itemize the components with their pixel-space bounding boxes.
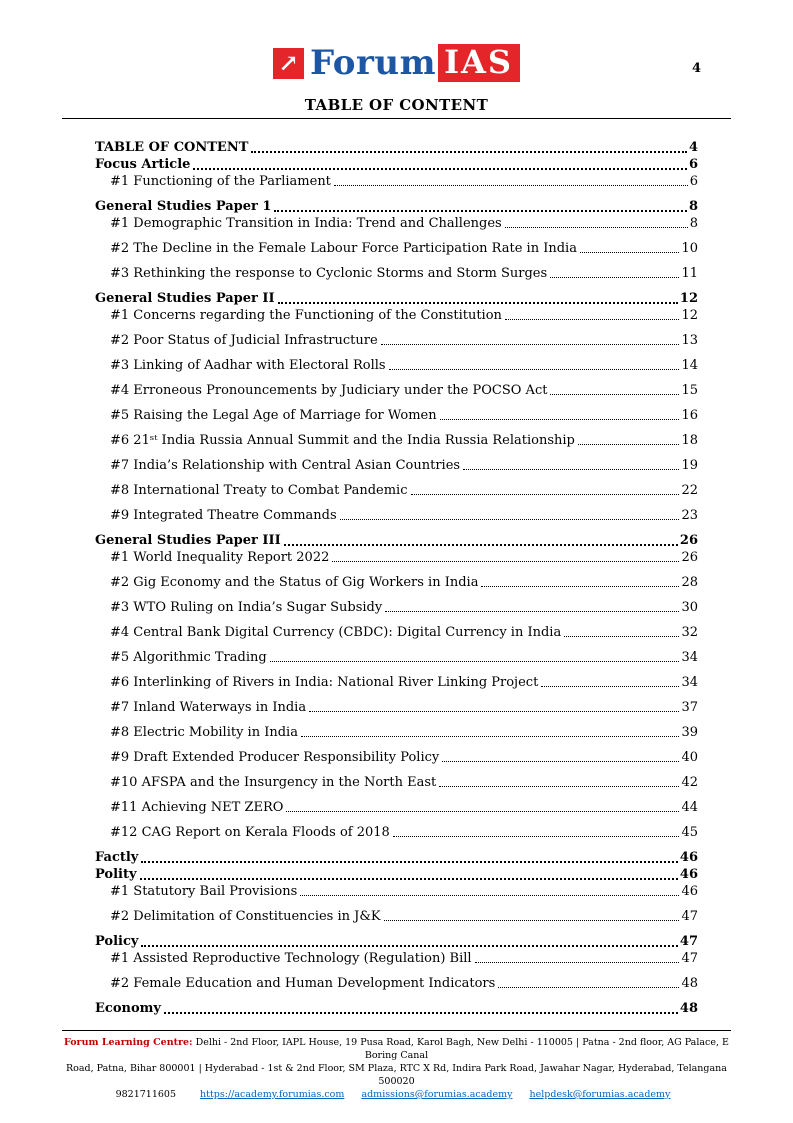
toc-entry <box>95 549 698 566</box>
footer-phone: 9821711605 <box>115 1089 177 1100</box>
toc-entry <box>95 432 698 449</box>
footer-address-text-1: Delhi - 2nd Floor, IAPL House, 19 Pusa Road, Karol Bagh, New Delhi - 110005 | Patna - 2nd floor, AG Palace, E Boring Canal <box>195 1037 729 1061</box>
toc-entry-page: 23 <box>681 508 698 523</box>
dot-leader <box>580 252 680 253</box>
dot-leader <box>381 344 680 345</box>
dot-leader <box>384 920 680 921</box>
page-title: TABLE OF CONTENT <box>304 96 489 114</box>
toc-entry <box>95 624 698 641</box>
footer-link-academy[interactable]: https://academy.forumias.com <box>200 1089 345 1100</box>
toc-entry-page: 13 <box>681 333 698 348</box>
toc-entry-label: #6 21ˢᵗ India Russia Annual Summit and the India Russia Relationship <box>110 433 575 448</box>
toc-entry <box>95 749 698 766</box>
toc-entry <box>95 699 698 716</box>
dot-leader <box>385 611 679 612</box>
footer-centre-label: Forum Learning Centre: <box>64 1037 193 1048</box>
toc-entry-label: #8 Electric Mobility in India <box>110 725 298 740</box>
dot-leader <box>274 210 687 212</box>
toc-entry-page: 12 <box>679 291 698 306</box>
dot-leader <box>463 469 679 470</box>
toc-entry-page: 37 <box>681 700 698 715</box>
toc-entry-label: #1 Functioning of the Parliament <box>110 174 331 189</box>
toc-entry-label: #3 WTO Ruling on India’s Sugar Subsidy <box>110 600 383 615</box>
toc-entry <box>95 883 698 900</box>
toc-entry-page: 30 <box>681 600 698 615</box>
toc-entry <box>95 173 698 190</box>
toc-entry <box>95 407 698 424</box>
forumias-logo <box>0 44 793 82</box>
dot-leader <box>550 394 679 395</box>
toc-entry <box>95 457 698 474</box>
dot-leader <box>334 185 688 186</box>
toc-entry <box>95 332 698 349</box>
toc-entry-label: Economy <box>95 1001 161 1016</box>
toc-entry <box>95 799 698 816</box>
dot-leader <box>505 227 688 228</box>
toc-entry-page: 46 <box>681 884 698 899</box>
toc-entry-page: 39 <box>681 725 698 740</box>
dot-leader <box>164 1012 678 1014</box>
toc-entry-page: 22 <box>681 483 698 498</box>
toc-entry-label: #3 Linking of Aadhar with Electoral Rolls <box>110 358 386 373</box>
toc-entry-label: #1 Statutory Bail Provisions <box>110 884 298 899</box>
toc-entry-label: Factly <box>95 850 139 865</box>
logo-text-ias: IAS <box>438 44 520 82</box>
logo-arrow-icon: ↗ <box>273 48 304 79</box>
toc-entry <box>95 849 698 866</box>
toc-entry-page: 26 <box>679 533 698 548</box>
toc-entry <box>95 156 698 173</box>
toc-entry-label: #2 Poor Status of Judicial Infrastructure <box>110 333 378 348</box>
toc-entry-page: 44 <box>681 800 698 815</box>
toc-entry-label: #1 Demographic Transition in India: Trend and Challenges <box>110 216 502 231</box>
dot-leader <box>140 878 678 880</box>
toc-entry <box>95 824 698 841</box>
toc-entry-page: 47 <box>679 934 698 949</box>
toc-entry-label: TABLE OF CONTENT <box>95 140 249 155</box>
dot-leader <box>475 962 680 963</box>
toc-entry <box>95 198 698 215</box>
dot-leader <box>541 686 679 687</box>
toc-entry-label: General Studies Paper 1 <box>95 199 272 214</box>
toc-entry <box>95 599 698 616</box>
toc-entry-label: #9 Integrated Theatre Commands <box>110 508 337 523</box>
toc-entry-page: 18 <box>681 433 698 448</box>
toc-entry <box>95 265 698 282</box>
toc-entry <box>95 215 698 232</box>
toc-entry-label: #11 Achieving NET ZERO <box>110 800 284 815</box>
dot-leader <box>411 494 680 495</box>
dot-leader <box>440 419 680 420</box>
dot-leader <box>564 636 679 637</box>
toc-entry-label: General Studies Paper II <box>95 291 275 306</box>
toc-entry-page: 47 <box>681 909 698 924</box>
toc-entry <box>95 532 698 549</box>
toc-entry-page: 40 <box>681 750 698 765</box>
dot-leader <box>141 861 678 863</box>
toc-entry-page: 4 <box>688 140 698 155</box>
dot-leader <box>498 987 679 988</box>
toc-entry-label: #2 The Decline in the Female Labour Force Participation Rate in India <box>110 241 577 256</box>
dot-leader <box>270 661 680 662</box>
toc-entry-page: 45 <box>681 825 698 840</box>
toc-entry-label: #6 Interlinking of Rivers in India: National River Linking Project <box>110 675 539 690</box>
toc-entry-label: #12 CAG Report on Kerala Floods of 2018 <box>110 825 390 840</box>
toc-entry-label: #7 Inland Waterways in India <box>110 700 307 715</box>
toc-entry-label: Policy <box>95 934 139 949</box>
toc-entry-page: 34 <box>681 650 698 665</box>
toc-entry <box>95 574 698 591</box>
toc-entry-page: 48 <box>679 1001 698 1016</box>
toc-entry-page: 6 <box>689 174 698 189</box>
toc-entry-page: 15 <box>681 383 698 398</box>
dot-leader <box>442 761 679 762</box>
toc-entry-page: 47 <box>681 951 698 966</box>
dot-leader <box>278 302 678 304</box>
dot-leader <box>301 736 679 737</box>
toc-entry-label: #5 Raising the Legal Age of Marriage for Women <box>110 408 437 423</box>
toc-entry <box>95 240 698 257</box>
toc-entry-page: 8 <box>689 216 698 231</box>
toc-entry-label: #4 Central Bank Digital Currency (CBDC): Digital Currency in India <box>110 625 562 640</box>
toc-entry-page: 26 <box>681 550 698 565</box>
toc-entry-label: #5 Algorithmic Trading <box>110 650 267 665</box>
toc-entry-label: #3 Rethinking the response to Cyclonic Storms and Storm Surges <box>110 266 548 281</box>
toc-entry-page: 32 <box>681 625 698 640</box>
toc-entry <box>95 357 698 374</box>
dot-leader <box>309 711 679 712</box>
dot-leader <box>251 151 687 153</box>
toc-entry-page: 8 <box>688 199 698 214</box>
toc-entry-page: 28 <box>681 575 698 590</box>
toc-entry-page: 16 <box>681 408 698 423</box>
header-divider <box>62 118 731 119</box>
toc-entry-label: Focus Article <box>95 157 191 172</box>
toc-entry <box>95 307 698 324</box>
toc-entry <box>95 908 698 925</box>
toc-entry <box>95 774 698 791</box>
dot-leader <box>439 786 679 787</box>
toc-entry <box>95 674 698 691</box>
toc-entry-label: #10 AFSPA and the Insurgency in the North East <box>110 775 437 790</box>
toc-entry-label: #1 World Inequality Report 2022 <box>110 550 330 565</box>
toc-entry-label: #8 International Treaty to Combat Pandemic <box>110 483 408 498</box>
toc-entry <box>95 975 698 992</box>
toc-entry-page: 6 <box>688 157 698 172</box>
dot-leader <box>300 895 679 896</box>
logo-text-forum: Forum <box>310 43 437 83</box>
footer-link-helpdesk-email[interactable]: helpdesk@forumias.academy <box>529 1089 671 1100</box>
toc-entry-page: 34 <box>681 675 698 690</box>
dot-leader <box>578 444 680 445</box>
toc-entry-label: #1 Assisted Reproductive Technology (Regulation) Bill <box>110 951 472 966</box>
toc-entry-label: #2 Female Education and Human Development Indicators <box>110 976 496 991</box>
toc-entry-page: 11 <box>681 266 698 281</box>
toc-entry-page: 19 <box>681 458 698 473</box>
dot-leader <box>340 519 680 520</box>
toc-entry-page: 46 <box>679 867 698 882</box>
dot-leader <box>550 277 679 278</box>
page-footer <box>62 1030 731 1101</box>
toc-entry-page: 42 <box>681 775 698 790</box>
footer-contact-line <box>62 1088 731 1101</box>
toc-entry-page: 46 <box>679 850 698 865</box>
toc-entry-label: General Studies Paper III <box>95 533 281 548</box>
toc-entry <box>95 290 698 307</box>
toc-entry <box>95 382 698 399</box>
footer-link-admissions-email[interactable]: admissions@forumias.academy <box>361 1089 513 1100</box>
table-of-contents <box>95 139 698 1017</box>
page-number: 4 <box>691 61 701 76</box>
dot-leader <box>193 168 687 170</box>
toc-entry <box>95 933 698 950</box>
toc-entry-label: #2 Gig Economy and the Status of Gig Workers in India <box>110 575 479 590</box>
dot-leader <box>393 836 680 837</box>
toc-entry-label: #9 Draft Extended Producer Responsibility Policy <box>110 750 440 765</box>
toc-entry-label: #4 Erroneous Pronouncements by Judiciary under the POCSO Act <box>110 383 548 398</box>
toc-entry-label: #2 Delimitation of Constituencies in J&K <box>110 909 381 924</box>
dot-leader <box>332 561 679 562</box>
toc-entry-label: #7 India’s Relationship with Central Asian Countries <box>110 458 461 473</box>
toc-entry-page: 10 <box>681 241 698 256</box>
toc-entry-label: #1 Concerns regarding the Functioning of the Constitution <box>110 308 502 323</box>
dot-leader <box>481 586 679 587</box>
toc-entry <box>95 482 698 499</box>
toc-entry-page: 14 <box>681 358 698 373</box>
toc-entry-page: 12 <box>681 308 698 323</box>
toc-entry <box>95 950 698 967</box>
toc-entry <box>95 507 698 524</box>
toc-entry <box>95 724 698 741</box>
toc-entry-page: 48 <box>681 976 698 991</box>
dot-leader <box>284 544 678 546</box>
dot-leader <box>286 811 679 812</box>
dot-leader <box>505 319 680 320</box>
toc-entry-label: Polity <box>95 867 137 882</box>
footer-address-line-1 <box>62 1036 731 1062</box>
dot-leader <box>141 945 677 947</box>
toc-entry <box>95 866 698 883</box>
toc-entry <box>95 139 698 156</box>
toc-entry <box>95 1000 698 1017</box>
footer-address-line-2: Road, Patna, Bihar 800001 | Hyderabad - 1st & 2nd Floor, SM Plaza, RTC X Rd, Indira Park Road, Jawahar Nagar, Hyderabad, Telangana 500020 <box>66 1063 727 1087</box>
toc-entry <box>95 649 698 666</box>
dot-leader <box>389 369 680 370</box>
